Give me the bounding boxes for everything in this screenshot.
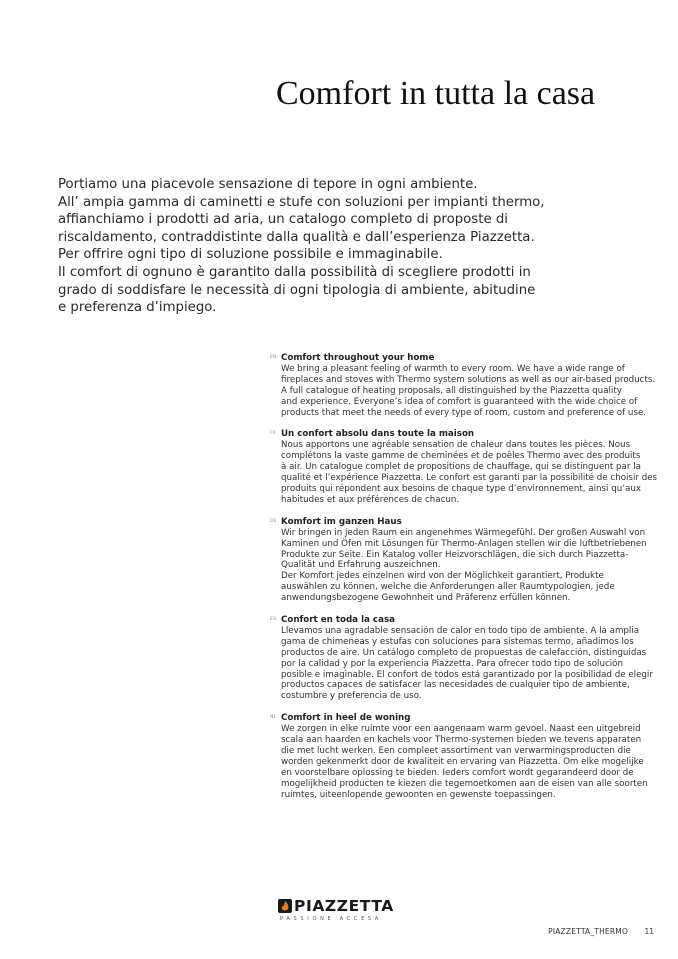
- intro-line: All’ ampia gamma di caminetti e stufe con soluzioni per impianti thermo,: [58, 194, 545, 210]
- intro-line: grado di soddisfare le necessità di ogni tipologia di ambiente, abitudine: [58, 282, 536, 298]
- page-title: Comfort in tutta la casa: [276, 75, 596, 112]
- translation-line: posible e imaginable. El confort de todos está garantizado por la posibilidad de elegir: [281, 669, 653, 680]
- translation-nl: [270, 713, 648, 800]
- translation-line: We zorgen in elke ruimte voor een aangenaam warm gevoel. Naast een uitgebreid: [281, 724, 641, 735]
- translation-line: mogelijkheid producten te kiezen die tegemoetkomen aan de eisen van alle soorten: [281, 778, 648, 789]
- translation-heading: Comfort throughout your home: [281, 353, 435, 363]
- translation-heading: Comfort in heel de woning: [281, 713, 411, 724]
- translations: [270, 353, 658, 812]
- translation-line: scala aan haarden en kachels voor Thermo-systemen bieden we tevens apparaten: [281, 735, 642, 746]
- translation-line: por la calidad y por la experiencia Piazzetta. Para ofrecer todo tipo de solución: [281, 658, 623, 669]
- intro-line: riscaldamento, contraddistinte dalla qualità e dall’esperienza Piazzetta.: [58, 229, 535, 245]
- brand-tagline: PASSIONE ACCESA: [280, 916, 383, 922]
- translation-line: and experience. Everyone’s idea of comfort is guaranteed with the wide choice of: [281, 396, 638, 407]
- translation-line: anwendungsbezogene Gewohnheit und Präferenz erfüllen können.: [281, 593, 571, 604]
- intro-paragraph: [58, 176, 558, 317]
- translation-line: Der Komfort jedes einzelnen wird von der Möglichkeit garantiert, Produkte: [281, 571, 604, 582]
- language-code: EN: [270, 355, 277, 360]
- intro-line: Per offrire ogni tipo di soluzione possibile e immaginabile.: [58, 247, 443, 263]
- translation-line: productos de aire. Un catálogo completo de propuestas de calefacción, distinguidas: [281, 647, 647, 658]
- translation-line: Qualität und Erfahrung auszeichnen.: [281, 560, 441, 571]
- language-code: FR: [270, 431, 277, 437]
- translation-line: auswählen zu können, welche die Anforderungen aller Raumtypologien, jede: [281, 582, 615, 593]
- translation-line: Nous apportons une agréable sensation de chaleur dans toutes les pièces. Nous: [281, 440, 631, 451]
- translation-line: en voorstelbare oplossing te bieden. Ieders comfort wordt gegarandeerd door de: [281, 767, 634, 778]
- intro-line: Il comfort di ognuno è garantito dalla possibilità di scegliere prodotti in: [58, 264, 531, 280]
- intro-line: e preferenza d’impiego.: [58, 300, 217, 316]
- translation-line: Produkte zur Seite. Ein Katalog voller Heizvorschlägen, die sich durch Piazzetta-: [281, 549, 629, 560]
- translation-line: products that meet the needs of every type of room, custom and preference of use.: [281, 407, 647, 418]
- intro-line: Portiamo una piacevole sensazione di tepore in ogni ambiente.: [58, 177, 478, 192]
- translation-line: costumbre y preferencia de uso.: [281, 691, 422, 702]
- translation-de: [270, 516, 647, 604]
- translation-line: die met lucht werken. Een compleet assortiment van verwarmingsproducten die: [281, 746, 631, 756]
- language-code: NL: [270, 715, 277, 721]
- translation-line: Wir bringen in jeden Raum ein angenehmes Wärmegefühl. Der großen Auswahl von: [281, 527, 646, 538]
- translation-en: [270, 353, 656, 418]
- language-code: ES: [270, 617, 277, 623]
- footer-brand: PIAZZETTA_THERMO: [548, 927, 629, 936]
- translation-line: ruimtes, uiteenlopende gewoonten en gewenste toepassingen.: [281, 789, 556, 800]
- brand-name: PIAZZETTA: [294, 897, 394, 915]
- intro-line: affianchiamo i prodotti ad aria, un catalogo completo di proposte di: [58, 212, 508, 228]
- translation-es: [270, 615, 653, 702]
- translation-line: productos capaces de satisfacer las necesidades de cualquier tipo de ambiente,: [281, 680, 630, 691]
- language-code: DE: [270, 518, 277, 524]
- translation-line: Kaminen und Öfen mit Lösungen für Thermo-Anlagen stellen wir die luftbetriebenen: [281, 538, 647, 549]
- brand-logo: [278, 896, 408, 926]
- translation-heading: Komfort im ganzen Haus: [281, 516, 402, 527]
- translation-line: gama de chimeneas y estufas con soluciones para sistemas termo, añadimos los: [281, 636, 634, 647]
- page-footer: [548, 927, 654, 936]
- translation-line: complétons la vaste gamme de cheminées et de poêles Thermo avec des produits: [281, 451, 641, 462]
- translation-fr: [270, 429, 658, 505]
- translation-heading: Un confort absolu dans toute la maison: [281, 429, 475, 440]
- translation-heading: Confort en toda la casa: [281, 615, 395, 626]
- translation-line: habitudes et aux préférences de chacun.: [281, 494, 460, 505]
- translation-line: worden gekenmerkt door de kwaliteit en ervaring van Piazzetta. Om elke mogelijke: [281, 756, 644, 767]
- translation-line: qualité et l’expérience Piazzetta. Le confort est garanti par la possibilité de choisir des: [281, 473, 658, 484]
- page-number: 11: [644, 927, 654, 936]
- piazzetta-flame-icon: [278, 899, 292, 913]
- translation-line: produits qui répondent aux besoins de chaque type d’environnement, ainsi qu’aux: [281, 483, 641, 494]
- translation-line: Llevamos una agradable sensación de calor en todo tipo de ambiente. A la amplia: [281, 625, 640, 636]
- translation-line: à air. Un catalogue complet de propositions de chauffage, qui se distinguent par la: [281, 462, 641, 473]
- translation-line: A full catalogue of heating proposals, all distinguished by the Piazzetta quality: [281, 385, 622, 396]
- translation-line: We bring a pleasant feeling of warmth to every room. We have a wide range of: [281, 363, 625, 374]
- translation-line: fireplaces and stoves with Thermo system solutions as well as our air-based products.: [281, 374, 656, 385]
